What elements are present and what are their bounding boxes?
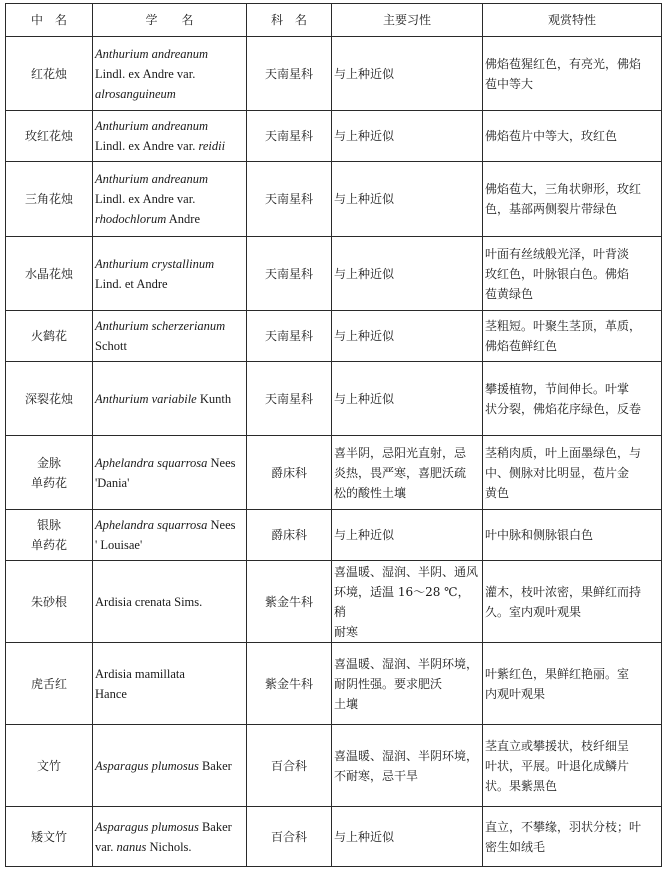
trait-line: 玫红色，叶脉银白色。佛焰 xyxy=(485,266,630,281)
cell-cn-name xyxy=(6,162,93,237)
sci-name-segment: nanus xyxy=(116,839,147,854)
table-row xyxy=(6,807,662,867)
cell-trait xyxy=(483,37,662,111)
sci-name-line xyxy=(95,116,244,136)
trait-line: 灌木，枝叶浓密，果鲜红而持 xyxy=(485,584,642,599)
sci-name-segment: Asparagus plumosus xyxy=(95,819,199,834)
sci-name-segment: Lindl. ex Andre var. xyxy=(95,192,196,206)
sci-name-line xyxy=(95,817,244,837)
cell-habit xyxy=(332,162,483,237)
cell-habit xyxy=(332,362,483,436)
sci-name-segment: var. xyxy=(95,839,117,854)
cn-name-line: 单药花 xyxy=(30,538,67,552)
habit-line: 与上种近似 xyxy=(334,66,395,81)
sci-name-segment: Kunth xyxy=(196,391,232,406)
cell-sci-name xyxy=(93,807,247,867)
sci-name-line xyxy=(95,389,244,409)
sci-name-line xyxy=(95,64,244,84)
table-row xyxy=(6,237,662,311)
sci-name-line xyxy=(95,535,244,555)
cell-habit xyxy=(332,436,483,510)
sci-name-segment: Baker xyxy=(198,758,232,773)
sci-name-line xyxy=(95,209,244,229)
sci-name-line xyxy=(95,136,244,156)
cn-name-line: 矮文竹 xyxy=(30,829,67,844)
habit-line: 与上种近似 xyxy=(334,192,395,206)
sci-name-segment: rhodochlorum xyxy=(95,212,167,226)
sci-name-segment: Nees xyxy=(207,455,236,470)
cell-family: 爵床科 xyxy=(247,436,332,510)
sci-name-segment: Ardisia mamillata xyxy=(95,666,185,681)
sci-name-line xyxy=(95,684,244,704)
cell-family: 天南星科 xyxy=(247,362,332,436)
cell-cn-name xyxy=(6,111,93,162)
sci-name-segment: Lindl. ex Andre var. xyxy=(95,66,196,81)
sci-name-segment: Anthurium andreanum xyxy=(95,119,209,133)
cell-habit xyxy=(332,807,483,867)
sci-name-line xyxy=(95,756,244,776)
cn-name-line: 三角花烛 xyxy=(24,192,73,206)
cell-trait xyxy=(483,162,662,237)
table-header-row xyxy=(6,4,662,37)
habit-line: 喜半阴，忌阳光直射，忌 xyxy=(334,445,467,460)
trait-line: 茎稍肉质，叶上面墨绿色，与 xyxy=(485,445,642,460)
sci-name-line xyxy=(95,84,244,104)
cell-cn-name xyxy=(6,561,93,643)
trait-line: 佛焰苞片中等大，玫红色 xyxy=(485,129,618,143)
cell-trait xyxy=(483,436,662,510)
trait-line: 状。果紫黑色 xyxy=(485,778,558,793)
habit-line: 与上种近似 xyxy=(334,829,395,844)
table-row xyxy=(6,362,662,436)
cell-sci-name xyxy=(93,510,247,561)
sci-name-segment: Andre xyxy=(166,212,200,226)
cell-family: 天南星科 xyxy=(247,237,332,311)
cell-sci-name xyxy=(93,311,247,362)
cell-sci-name xyxy=(93,237,247,311)
habit-line: 喜温暖、湿润、半阴环境， xyxy=(334,748,479,763)
trait-line: 黄色 xyxy=(485,485,510,500)
table-body xyxy=(6,37,662,867)
sci-name-line xyxy=(95,453,244,473)
sci-name-segment: 'Dania' xyxy=(95,475,130,490)
sci-name-line xyxy=(95,169,244,189)
trait-line: 佛焰苞大，三角状卵形，玫红 xyxy=(485,182,642,196)
cell-family: 紫金牛科 xyxy=(247,643,332,725)
cell-habit xyxy=(332,643,483,725)
cell-trait xyxy=(483,561,662,643)
trait-line: 状分裂，佛焰花序绿色，反卷 xyxy=(485,401,642,416)
cell-cn-name xyxy=(6,643,93,725)
cell-cn-name xyxy=(6,37,93,111)
trait-line: 佛焰苞鲜红色 xyxy=(485,339,558,353)
header-trait: 观赏特性 xyxy=(483,4,662,37)
cn-name-line: 文竹 xyxy=(36,758,61,773)
cell-sci-name xyxy=(93,362,247,436)
cell-family: 爵床科 xyxy=(247,510,332,561)
table-row xyxy=(6,643,662,725)
cell-habit xyxy=(332,311,483,362)
header-sci-name: 学 名 xyxy=(93,4,247,37)
cn-name-line: 深裂花烛 xyxy=(24,391,73,406)
cell-cn-name xyxy=(6,510,93,561)
header-habit: 主要习性 xyxy=(332,4,483,37)
sci-name-line xyxy=(95,336,244,356)
cn-name-line: 银脉 xyxy=(36,518,61,532)
cell-trait xyxy=(483,362,662,436)
cell-cn-name xyxy=(6,237,93,311)
cell-habit xyxy=(332,561,483,643)
sci-name-segment: Anthurium scherzerianum xyxy=(95,319,226,333)
trait-line: 苞中等大 xyxy=(485,76,534,91)
cn-name-line: 朱砂根 xyxy=(30,594,67,609)
trait-line: 叶紫红色，果鲜红艳丽。室 xyxy=(485,666,630,681)
sci-name-line xyxy=(95,189,244,209)
cell-habit xyxy=(332,510,483,561)
sci-name-line xyxy=(95,664,244,684)
cn-name-line: 火鹤花 xyxy=(30,329,67,343)
sci-name-line xyxy=(95,316,244,336)
cell-family: 百合科 xyxy=(247,725,332,807)
cn-name-line: 红花烛 xyxy=(30,66,67,81)
sci-name-segment: ' Louisae' xyxy=(95,538,143,552)
cell-sci-name xyxy=(93,561,247,643)
cell-cn-name xyxy=(6,362,93,436)
sci-name-segment: Ardisia crenata Sims. xyxy=(95,594,203,609)
table-row xyxy=(6,37,662,111)
trait-line: 苞黄绿色 xyxy=(485,286,534,301)
habit-line: 环境，适温 16～28 ℃，稍 xyxy=(334,584,470,619)
header-cn-name: 中 名 xyxy=(6,4,93,37)
cell-trait xyxy=(483,510,662,561)
sci-name-line xyxy=(95,515,244,535)
cell-sci-name xyxy=(93,111,247,162)
cell-habit xyxy=(332,37,483,111)
cell-sci-name xyxy=(93,162,247,237)
habit-line: 不耐寒，忌干旱 xyxy=(334,768,419,783)
cell-sci-name xyxy=(93,725,247,807)
habit-line: 炎热，畏严寒，喜肥沃疏 xyxy=(334,465,467,480)
sci-name-segment: alrosanguineum xyxy=(95,86,176,101)
sci-name-segment: Lindl. ex Andre var. xyxy=(95,139,199,153)
sci-name-line xyxy=(95,592,244,612)
sci-name-line xyxy=(95,274,244,294)
cell-trait xyxy=(483,111,662,162)
trait-line: 茎直立或攀援状，枝纤细呈 xyxy=(485,738,630,753)
cn-name-line: 水晶花烛 xyxy=(24,266,73,281)
cell-cn-name xyxy=(6,436,93,510)
header-family: 科 名 xyxy=(247,4,332,37)
cn-name-line: 单药花 xyxy=(30,475,67,490)
trait-line: 色，基部两侧裂片带绿色 xyxy=(485,202,618,216)
sci-name-segment: Schott xyxy=(95,339,127,353)
sci-name-segment: Aphelandra squarrosa xyxy=(95,518,208,532)
sci-name-segment: Nees xyxy=(207,518,236,532)
sci-name-line xyxy=(95,254,244,274)
cell-cn-name xyxy=(6,807,93,867)
cell-cn-name xyxy=(6,725,93,807)
table-row xyxy=(6,436,662,510)
sci-name-segment: Anthurium andreanum xyxy=(95,46,209,61)
habit-line: 与上种近似 xyxy=(334,329,395,343)
trait-line: 茎粗短。叶聚生茎顶，革质， xyxy=(485,319,642,333)
habit-line: 喜温暖、湿润、半阴、通风 xyxy=(334,564,479,579)
sci-name-segment: Lind. et Andre xyxy=(95,276,168,291)
cell-trait xyxy=(483,807,662,867)
cell-sci-name xyxy=(93,643,247,725)
cn-name-line: 玫红花烛 xyxy=(24,129,73,143)
trait-line: 密生如绒毛 xyxy=(485,839,546,854)
habit-line: 松的酸性土壤 xyxy=(334,485,407,500)
trait-line: 叶状，平展。叶退化成鳞片 xyxy=(485,758,630,773)
cell-trait xyxy=(483,643,662,725)
habit-line: 与上种近似 xyxy=(334,528,395,542)
sci-name-segment: Nichols. xyxy=(146,839,192,854)
sci-name-segment: reidii xyxy=(198,139,226,153)
habit-line: 与上种近似 xyxy=(334,266,395,281)
cell-trait xyxy=(483,311,662,362)
table-row xyxy=(6,111,662,162)
cell-trait xyxy=(483,725,662,807)
cell-habit xyxy=(332,237,483,311)
cell-family: 天南星科 xyxy=(247,311,332,362)
habit-line: 土壤 xyxy=(334,696,359,711)
table-row xyxy=(6,162,662,237)
sci-name-segment: Anthurium crystallinum xyxy=(95,256,215,271)
cell-family: 天南星科 xyxy=(247,162,332,237)
sci-name-segment: Asparagus plumosus xyxy=(95,758,199,773)
table-row xyxy=(6,561,662,643)
trait-line: 佛焰苞猩红色，有亮光，佛焰 xyxy=(485,56,642,71)
habit-line: 耐阴性强。要求肥沃 xyxy=(334,676,443,691)
trait-line: 叶中脉和侧脉银白色 xyxy=(485,528,594,542)
habit-line: 喜温暖、湿润、半阴环境， xyxy=(334,656,479,671)
cell-sci-name xyxy=(93,436,247,510)
trait-line: 中、侧脉对比明显，苞片金 xyxy=(485,465,630,480)
cell-trait xyxy=(483,237,662,311)
cell-family: 紫金牛科 xyxy=(247,561,332,643)
cell-sci-name xyxy=(93,37,247,111)
cell-habit xyxy=(332,111,483,162)
plant-table xyxy=(5,3,662,867)
cn-name-line: 金脉 xyxy=(36,455,61,470)
cell-cn-name xyxy=(6,311,93,362)
habit-line: 耐寒 xyxy=(334,624,359,639)
sci-name-line xyxy=(95,44,244,64)
sci-name-segment: Aphelandra squarrosa xyxy=(95,455,208,470)
trait-line: 直立，不攀缘，羽状分枝；叶 xyxy=(485,819,642,834)
trait-line: 攀援植物，节间伸长。叶掌 xyxy=(485,381,630,396)
cell-habit xyxy=(332,725,483,807)
sci-name-segment: Anthurium andreanum xyxy=(95,172,209,186)
sci-name-segment: Anthurium variabile xyxy=(95,391,197,406)
sci-name-line xyxy=(95,473,244,493)
trait-line: 叶面有丝绒般光泽，叶背淡 xyxy=(485,246,630,261)
sci-name-line xyxy=(95,837,244,857)
table-row xyxy=(6,725,662,807)
habit-line: 与上种近似 xyxy=(334,391,395,406)
habit-line: 与上种近似 xyxy=(334,129,395,143)
table-row xyxy=(6,510,662,561)
cn-name-line: 虎舌红 xyxy=(30,676,67,691)
cell-family: 天南星科 xyxy=(247,111,332,162)
table-row xyxy=(6,311,662,362)
cell-family: 百合科 xyxy=(247,807,332,867)
trait-line: 内观叶观果 xyxy=(485,686,546,701)
sci-name-segment: Hance xyxy=(95,686,127,701)
trait-line: 久。室内观叶观果 xyxy=(485,604,582,619)
cell-family: 天南星科 xyxy=(247,37,332,111)
sci-name-segment: Baker xyxy=(198,819,232,834)
